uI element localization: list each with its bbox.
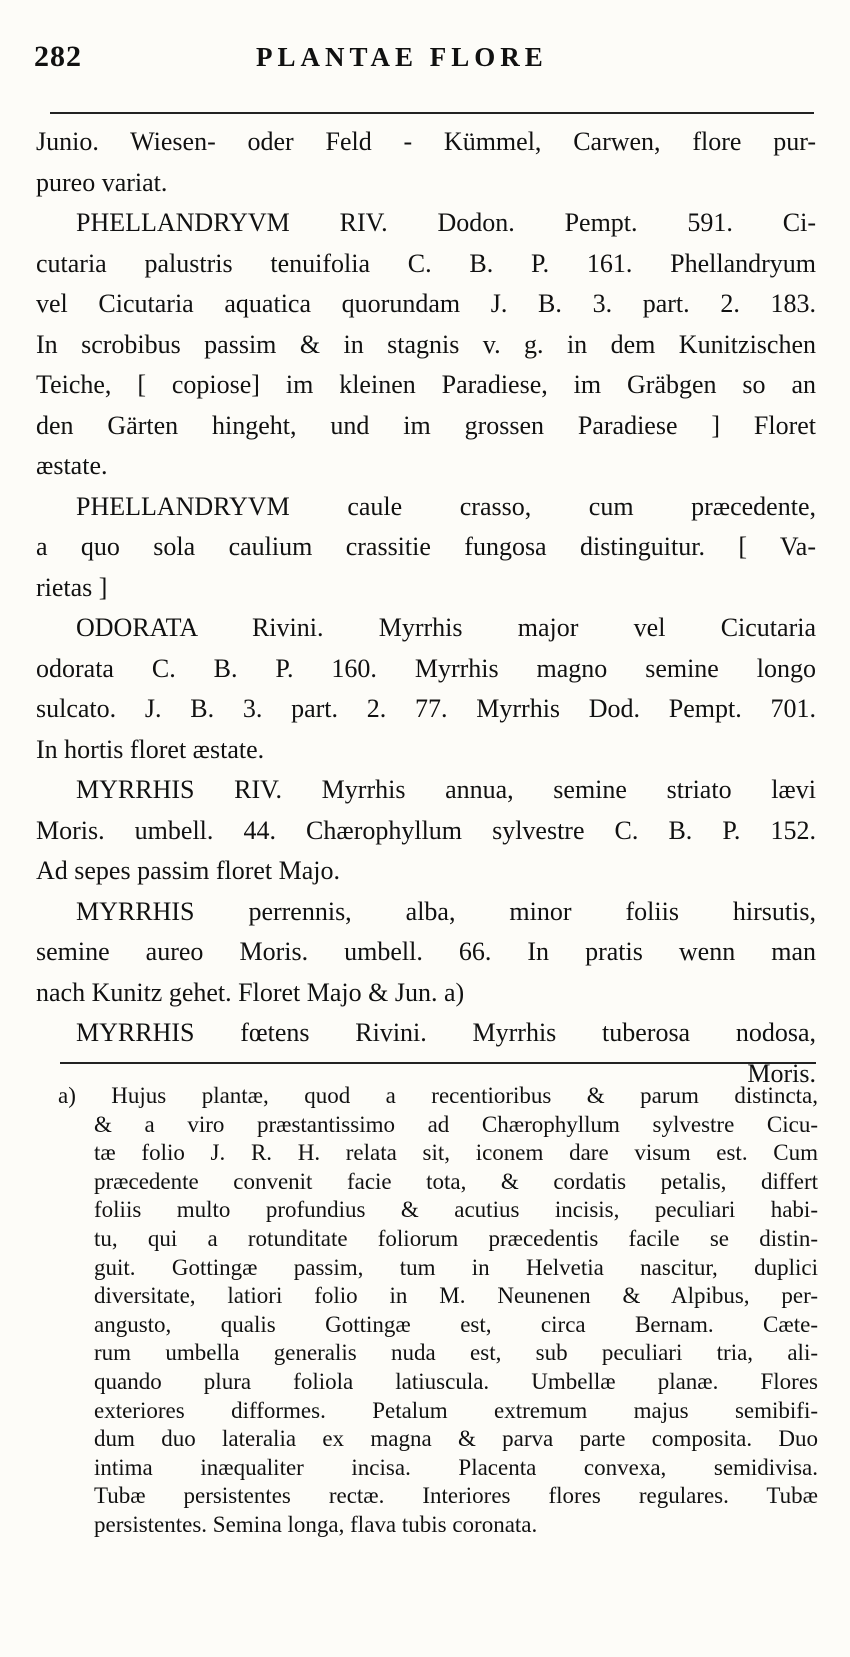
- footnote-line: rum umbella generalis nuda est, sub peculiari tria, ali-: [94, 1340, 818, 1366]
- text-line: In hortis floret æstate.: [36, 734, 265, 764]
- footnote-line: exteriores difformes. Petalum extremum majus semibifi-: [94, 1397, 818, 1423]
- footnote-line: intima inæqualiter incisa. Placenta convexa, semidivisa.: [94, 1454, 818, 1480]
- running-header: [34, 40, 824, 80]
- footnote-line: a) Hujus plantæ, quod a recentioribus & parum distincta,: [58, 1083, 818, 1108]
- text-line: MYRRHIS fœtens Rivini. Myrrhis tuberosa nodosa,: [76, 1018, 816, 1047]
- text-line: den Gärten hingeht, und im grossen Paradiese ] Floret: [36, 410, 816, 440]
- text-line: Moris.: [747, 1058, 816, 1088]
- text-line: pureo variat.: [36, 167, 168, 197]
- header-rule: [50, 112, 814, 114]
- text-line: rietas ]: [36, 572, 108, 602]
- footnote-line: foliis multo profundius & acutius incisis, peculiari habi-: [94, 1197, 818, 1223]
- footnote-line: Tubæ persistentes rectæ. Interiores flores regulares. Tubæ: [94, 1483, 818, 1509]
- footnote-line: guit. Gottingæ passim, tum in Helvetia nascitur, duplici: [94, 1254, 818, 1280]
- text-line: nach Kunitz gehet. Floret Majo & Jun. a): [36, 977, 465, 1007]
- text-line: cutaria palustris tenuifolia C. B. P. 161. Phellandryum: [36, 248, 816, 278]
- footnote-line: & a viro præstantissimo ad Chærophyllum sylvestre Cicu-: [94, 1111, 818, 1137]
- text-line: odorata C. B. P. 160. Myrrhis magno semine longo: [36, 653, 816, 683]
- text-line: ODORATA Rivini. Myrrhis major vel Cicutaria: [76, 613, 816, 642]
- main-text: [36, 122, 816, 1094]
- page-number: 282: [34, 40, 82, 73]
- text-line: In scrobibus passim & in stagnis v. g. in dem Kunitzischen: [36, 329, 816, 359]
- text-line: sulcato. J. B. 3. part. 2. 77. Myrrhis Dod. Pempt. 701.: [36, 694, 816, 723]
- footnote-line: angusto, qualis Gottingæ est, circa Bernam. Cæte-: [94, 1311, 818, 1337]
- text-line: a quo sola caulium crassitie fungosa distinguitur. [ Va-: [36, 532, 816, 561]
- footnote-line: diversitate, latiori folio in M. Neunenen & Alpibus, per-: [94, 1283, 818, 1309]
- text-line: MYRRHIS perrennis, alba, minor foliis hirsutis,: [76, 896, 816, 926]
- text-line: vel Cicutaria aquatica quorundam J. B. 3. part. 2. 183.: [36, 289, 816, 318]
- footnote-line: tu, qui a rotunditate foliorum præcedentis facile se distin-: [94, 1225, 818, 1251]
- text-line: Teiche, [ copiose] im kleinen Paradiese, im Gräbgen so an: [36, 370, 816, 399]
- footnote-line: præcedente convenit facie tota, & cordatis petalis, differt: [94, 1168, 818, 1194]
- footnote: [58, 1082, 818, 1540]
- footnote-rule: [60, 1062, 816, 1064]
- footnote-line: quando plura foliola latiuscula. Umbellæ planæ. Flores: [94, 1368, 818, 1394]
- footnote-line: dum duo lateralia ex magna & parva parte composita. Duo: [94, 1426, 818, 1452]
- footnote-line: tæ folio J. R. H. relata sit, iconem dare visum est. Cum: [94, 1140, 818, 1166]
- text-line: Junio. Wiesen- oder Feld - Kümmel, Carwen, flore pur-: [36, 127, 816, 156]
- text-line: PHELLANDRYVM RIV. Dodon. Pempt. 591. Ci-: [76, 208, 816, 237]
- text-line: Ad sepes passim floret Majo.: [36, 856, 341, 885]
- running-title: PLANTAE FLORE: [256, 42, 548, 72]
- text-line: æstate.: [36, 451, 108, 480]
- text-line: MYRRHIS RIV. Myrrhis annua, semine striato lævi: [76, 775, 816, 804]
- footnote-line: persistentes. Semina longa, flava tubis coronata.: [94, 1511, 538, 1537]
- text-line: semine aureo Moris. umbell. 66. In pratis wenn man: [36, 937, 816, 966]
- text-line: PHELLANDRYVM caule crasso, cum præcedente,: [76, 491, 816, 521]
- text-line: Moris. umbell. 44. Chærophyllum sylvestre C. B. P. 152.: [36, 815, 816, 845]
